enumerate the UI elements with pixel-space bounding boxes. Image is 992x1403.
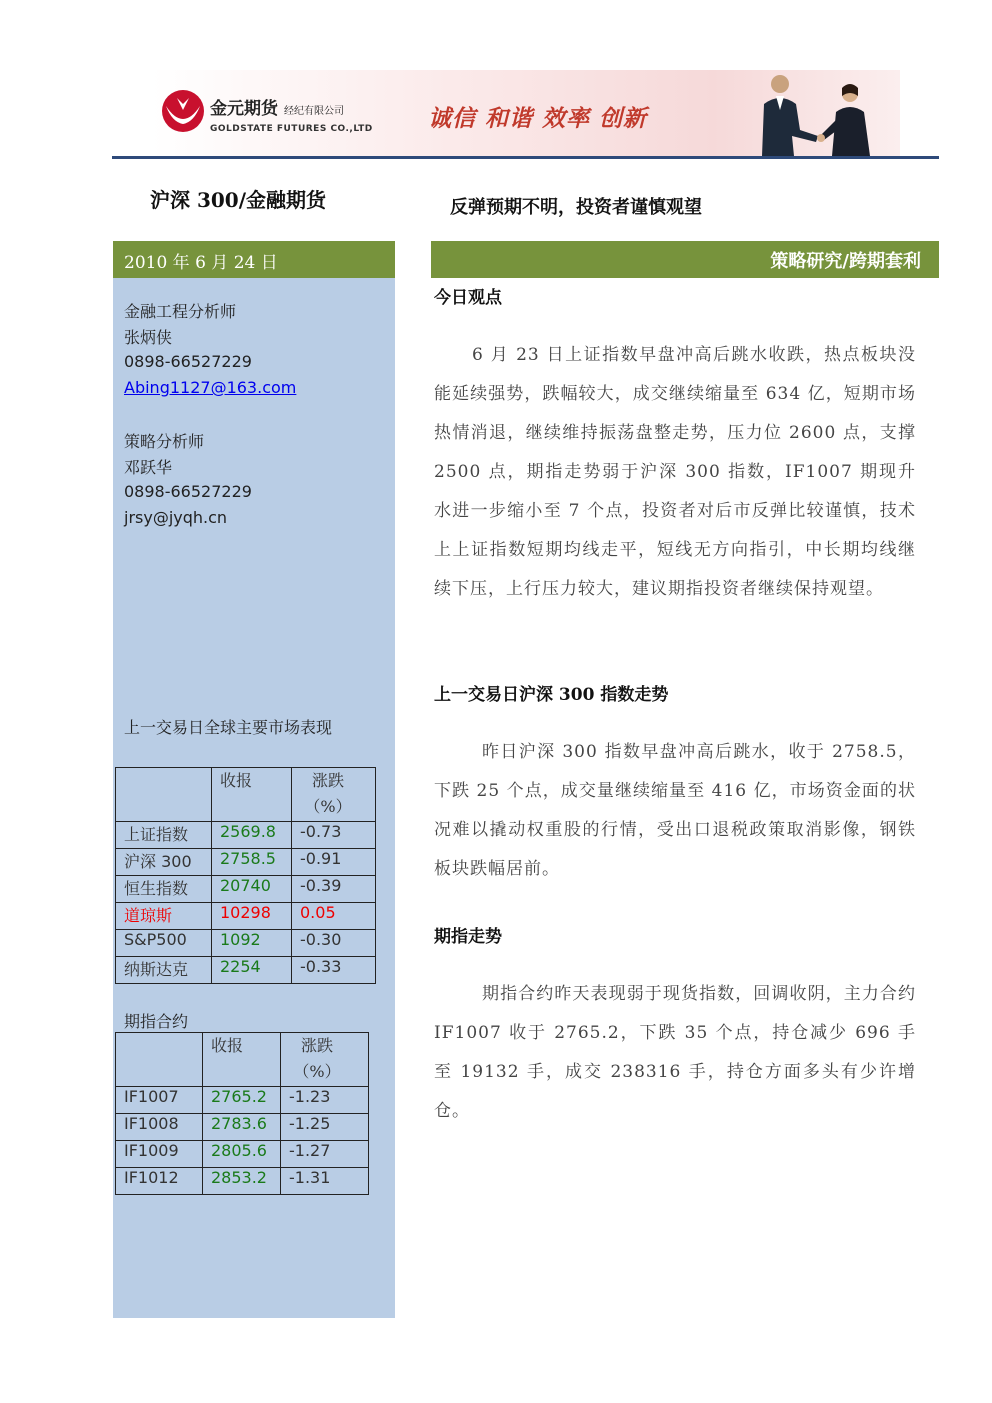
- table-header-cell: 涨跌（%）: [281, 1033, 369, 1087]
- table-cell-close: 2765.2: [203, 1087, 281, 1114]
- strategy-label: 策略研究/跨期套利: [770, 251, 921, 272]
- global-market-title: 上一交易日全球主要市场表现: [124, 718, 333, 737]
- futures-contract-table: [115, 1032, 369, 1195]
- table-row: [116, 822, 376, 849]
- index-trend-heading: 上一交易日沪深 300 指数走势: [434, 685, 669, 705]
- table-cell-chg: -1.25: [281, 1114, 369, 1141]
- table-header-row: [116, 1033, 369, 1087]
- table-cell-close: 2783.6: [203, 1114, 281, 1141]
- table-cell-chg: -0.30: [292, 930, 376, 957]
- table-header-cell: [116, 1033, 203, 1087]
- analyst1-name: 张炳侠: [124, 328, 173, 347]
- table-cell-close: 20740: [212, 876, 292, 903]
- goldstate-logo-icon: [160, 88, 206, 134]
- table-cell-close: 2805.6: [203, 1141, 281, 1168]
- table-cell-chg: 0.05: [292, 903, 376, 930]
- table-cell-name: 恒生指数: [116, 876, 212, 903]
- table-row: [116, 876, 376, 903]
- table-cell-name: 纳斯达克: [116, 957, 212, 984]
- analyst1-role: 金融工程分析师: [124, 302, 237, 321]
- table-cell-close: 2853.2: [203, 1168, 281, 1195]
- table-cell-close: 10298: [212, 903, 292, 930]
- table-row: [116, 1087, 369, 1114]
- table-cell-name: 上证指数: [116, 822, 212, 849]
- header-banner: [152, 70, 900, 156]
- analyst1-email-link[interactable]: Abing1127@163.com: [124, 378, 297, 397]
- table-cell-name: IF1009: [116, 1141, 203, 1168]
- analyst2-email: jrsy@jyqh.cn: [124, 508, 228, 527]
- todays-view-heading: 今日观点: [434, 288, 502, 308]
- table-cell-name: S&P500: [116, 930, 212, 957]
- strategy-bar: [431, 241, 939, 278]
- table-cell-name: 沪深 300: [116, 849, 212, 876]
- table-cell-name: IF1007: [116, 1087, 203, 1114]
- table-cell-name: 道琼斯: [116, 903, 212, 930]
- header-rule: [112, 156, 939, 159]
- table-cell-name: IF1008: [116, 1114, 203, 1141]
- table-header-cell: 收报: [212, 768, 292, 822]
- report-date: 2010 年 6 月 24 日: [124, 253, 278, 273]
- table-header-cell: 涨跌（%）: [292, 768, 376, 822]
- table-row: [116, 1168, 369, 1195]
- table-row: [116, 957, 376, 984]
- table-cell-chg: -1.31: [281, 1168, 369, 1195]
- brand-name-cn: 金元期货 经纪有限公司: [210, 99, 344, 119]
- table-cell-chg: -0.33: [292, 957, 376, 984]
- global-market-table: [115, 767, 376, 984]
- table-row: [116, 903, 376, 930]
- table-cell-close: 2758.5: [212, 849, 292, 876]
- table-row: [116, 1114, 369, 1141]
- table-cell-chg: -0.39: [292, 876, 376, 903]
- futures-trend-paragraph: 期指合约昨天表现弱于现货指数，回调收阴，主力合约 IF1007 收于 2765.2，下跌 35 个点，持仓减少 696 手至 19132 手，成交 238316 手，持仓方面多头有少许增仓。: [434, 984, 916, 1121]
- brand-name-en: GOLDSTATE FUTURES CO.,LTD: [210, 124, 373, 134]
- table-row: [116, 1141, 369, 1168]
- table-cell-chg: -1.23: [281, 1087, 369, 1114]
- table-header-cell: [116, 768, 212, 822]
- futures-trend-heading: 期指走势: [434, 927, 502, 947]
- table-row: [116, 849, 376, 876]
- futures-contract-title: 期指合约: [124, 1012, 189, 1031]
- analyst2-role: 策略分析师: [124, 432, 205, 451]
- table-row: [116, 930, 376, 957]
- table-cell-name: IF1012: [116, 1168, 203, 1195]
- table-cell-close: 2569.8: [212, 822, 292, 849]
- table-cell-close: 2254: [212, 957, 292, 984]
- table-cell-close: 1092: [212, 930, 292, 957]
- analyst2-name: 邓跃华: [124, 458, 173, 477]
- analyst1-phone: 0898-66527229: [124, 352, 252, 371]
- analyst2-phone: 0898-66527229: [124, 482, 252, 501]
- product-title: 沪深 300/金融期货: [150, 188, 327, 212]
- todays-view-paragraph: 6 月 23 日上证指数早盘冲高后跳水收跌，热点板块没能延续强势，跌幅较大，成交继续缩量至 634 亿，短期市场热情消退，继续维持振荡盘整走势，压力位 2600 点，支撑 2500 点，期指走势弱于沪深 300 指数，IF1007 期现升水进一步缩小至 7 个点，投资者对后市反弹比较谨慎，技术上上证指数短期均线走平，短线无方向指引，中长期均线继续下压，上行压力较大，建议期指投资者继续保持观望。: [434, 345, 916, 599]
- table-header-row: [116, 768, 376, 822]
- index-trend-paragraph: 昨日沪深 300 指数早盘冲高后跳水，收于 2758.5，下跌 25 个点，成交量继续缩量至 416 亿，市场资金面的状况难以撬动权重股的行情，受出口退税政策取消影像，钢铁板块跌幅居前。: [434, 742, 916, 879]
- business-handshake-illustration: [722, 70, 900, 156]
- slogan: 诚信 和谐 效率 创新: [428, 106, 648, 132]
- table-cell-chg: -1.27: [281, 1141, 369, 1168]
- table-cell-chg: -0.73: [292, 822, 376, 849]
- table-header-cell: 收报: [203, 1033, 281, 1087]
- report-headline: 反弹预期不明，投资者谨慎观望: [450, 197, 702, 218]
- table-cell-chg: -0.91: [292, 849, 376, 876]
